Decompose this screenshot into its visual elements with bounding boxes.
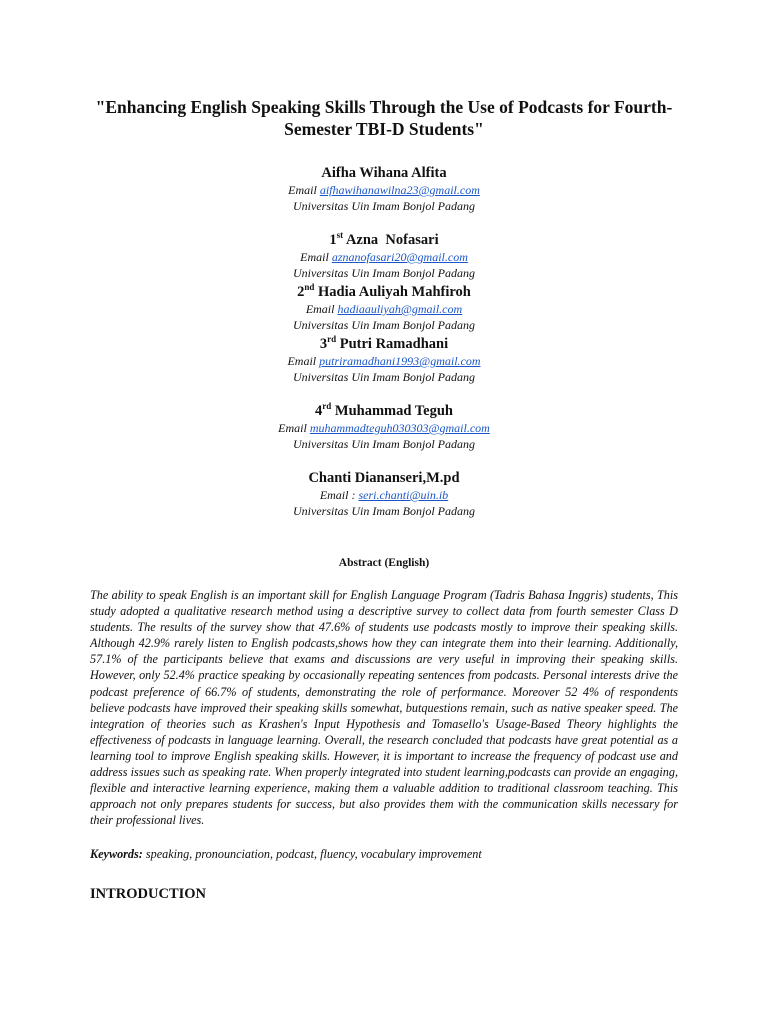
author-email-link[interactable]: hadiaauliyah@gmail.com — [337, 302, 463, 316]
author-name-text: Muhammad Teguh — [331, 403, 453, 419]
paper-title: "Enhancing English Speaking Skills Through the Use of Podcasts for Fourth-Semester TBI-D Students" — [95, 97, 673, 139]
abstract-heading: Abstract (English) — [338, 557, 430, 569]
author-name-text: Azna Nofasari — [343, 232, 439, 248]
email-label: Email — [300, 250, 332, 264]
author-block — [90, 402, 678, 452]
author-affiliation: Universitas Uin Imam Bonjol Padang — [293, 318, 475, 332]
author-email-link[interactable]: putriramadhani1993@gmail.com — [319, 354, 481, 368]
author-email-line — [90, 487, 678, 503]
author-block — [90, 469, 678, 519]
keywords-line — [90, 846, 678, 862]
author-block — [90, 231, 678, 281]
author-name — [90, 469, 678, 487]
author-name-text: Putri Ramadhani — [336, 336, 449, 352]
author-ordinal-suffix: rd — [327, 334, 337, 345]
author-ordinal: 1 — [329, 232, 337, 248]
author-ordinal: 3 — [319, 336, 328, 352]
author-affiliation: Universitas Uin Imam Bonjol Padang — [293, 266, 475, 280]
author-block — [90, 283, 678, 333]
author-name — [90, 164, 678, 182]
author-email-line — [90, 353, 678, 369]
email-label: Email — [288, 183, 320, 197]
author-ordinal-suffix: st — [336, 230, 344, 241]
author-email-line — [90, 182, 678, 198]
author-name — [90, 335, 678, 353]
author-email-line — [90, 420, 678, 436]
author-email-link[interactable]: seri.chanti@uin.ib — [358, 488, 449, 502]
author-name-text: Chanti Diananseri,M.pd — [308, 470, 460, 486]
author-affiliation: Universitas Uin Imam Bonjol Padang — [293, 504, 475, 518]
author-affiliation: Universitas Uin Imam Bonjol Padang — [293, 199, 475, 213]
author-email-line — [90, 249, 678, 265]
author-block — [90, 164, 678, 214]
author-block — [90, 335, 678, 385]
email-label: Email — [305, 302, 338, 316]
section-heading: INTRODUCTION — [90, 886, 207, 903]
author-email-line — [90, 301, 678, 317]
author-name — [90, 283, 678, 301]
author-name — [90, 402, 678, 420]
author-email-link[interactable]: aznanofasari20@gmail.com — [331, 250, 468, 264]
author-name-text: Aifha Wihana Alfita — [321, 165, 447, 181]
author-name-text: Hadia Auliyah Mahfiroh — [314, 284, 471, 300]
keywords-label: Keywords: — [90, 847, 143, 862]
author-affiliation: Universitas Uin Imam Bonjol Padang — [293, 437, 475, 451]
author-ordinal-suffix: nd — [304, 282, 315, 293]
author-ordinal: 2 — [297, 284, 305, 300]
author-email-link[interactable]: aifhawihanawilna23@gmail.com — [319, 183, 480, 197]
author-name — [90, 231, 678, 249]
keywords-text: speaking, pronounciation, podcast, fluency, vocabulary improvement — [142, 847, 482, 862]
author-ordinal-suffix: rd — [322, 401, 332, 412]
author-ordinal: 4 — [315, 403, 323, 419]
abstract-body: The ability to speak English is an important skill for English Language Program (Tadris Bahasa Inggris) students, This study adopted a qualitative research method using a descriptive survey to collect data from fourth semester Class D students. The results of the survey show that 47.6% of students use podcasts mostly to improve their speaking skills. Although 42.9% rarely listen to English podcasts,shows how they can integrate them into their learning. Additionally, 57.1% of the participants believe that exams and discussions are very useful in improving their speaking skills. However, only 52.4% practice speaking by occasionally repeating sentences from podcasts. Personal interests drive the podcast preference of 66.7% of students, demonstrating the role of performance. Moreover 52 4% of respondents believe podcasts have improved their speaking skills somewhat, butquestions remain, such as native speaker speed. The integration of theories such as Krashen's Input Hypothesis and Tomasello's Usage-Based Theory highlights the effectiveness of podcasts in language learning. Overall, the research concluded that podcasts have great potential as a learning tool to improve English speaking skills. However, it is important to increase the frequency of podcast use and address issues such as speaking rate. When properly integrated into student learning,podcasts can provide an engaging, flexible and interactive learning experience, making them a valuable addition to traditional classroom teaching. This approach not only prepares students for success, but also provides them with the communication skills necessary for their professional lives. — [90, 588, 678, 828]
email-label: Email — [278, 421, 310, 435]
author-affiliation: Universitas Uin Imam Bonjol Padang — [293, 370, 475, 384]
email-label: Email — [287, 354, 320, 368]
author-email-link[interactable]: muhammadteguh030303@gmail.com — [309, 421, 490, 435]
email-label: Email : — [319, 488, 359, 502]
